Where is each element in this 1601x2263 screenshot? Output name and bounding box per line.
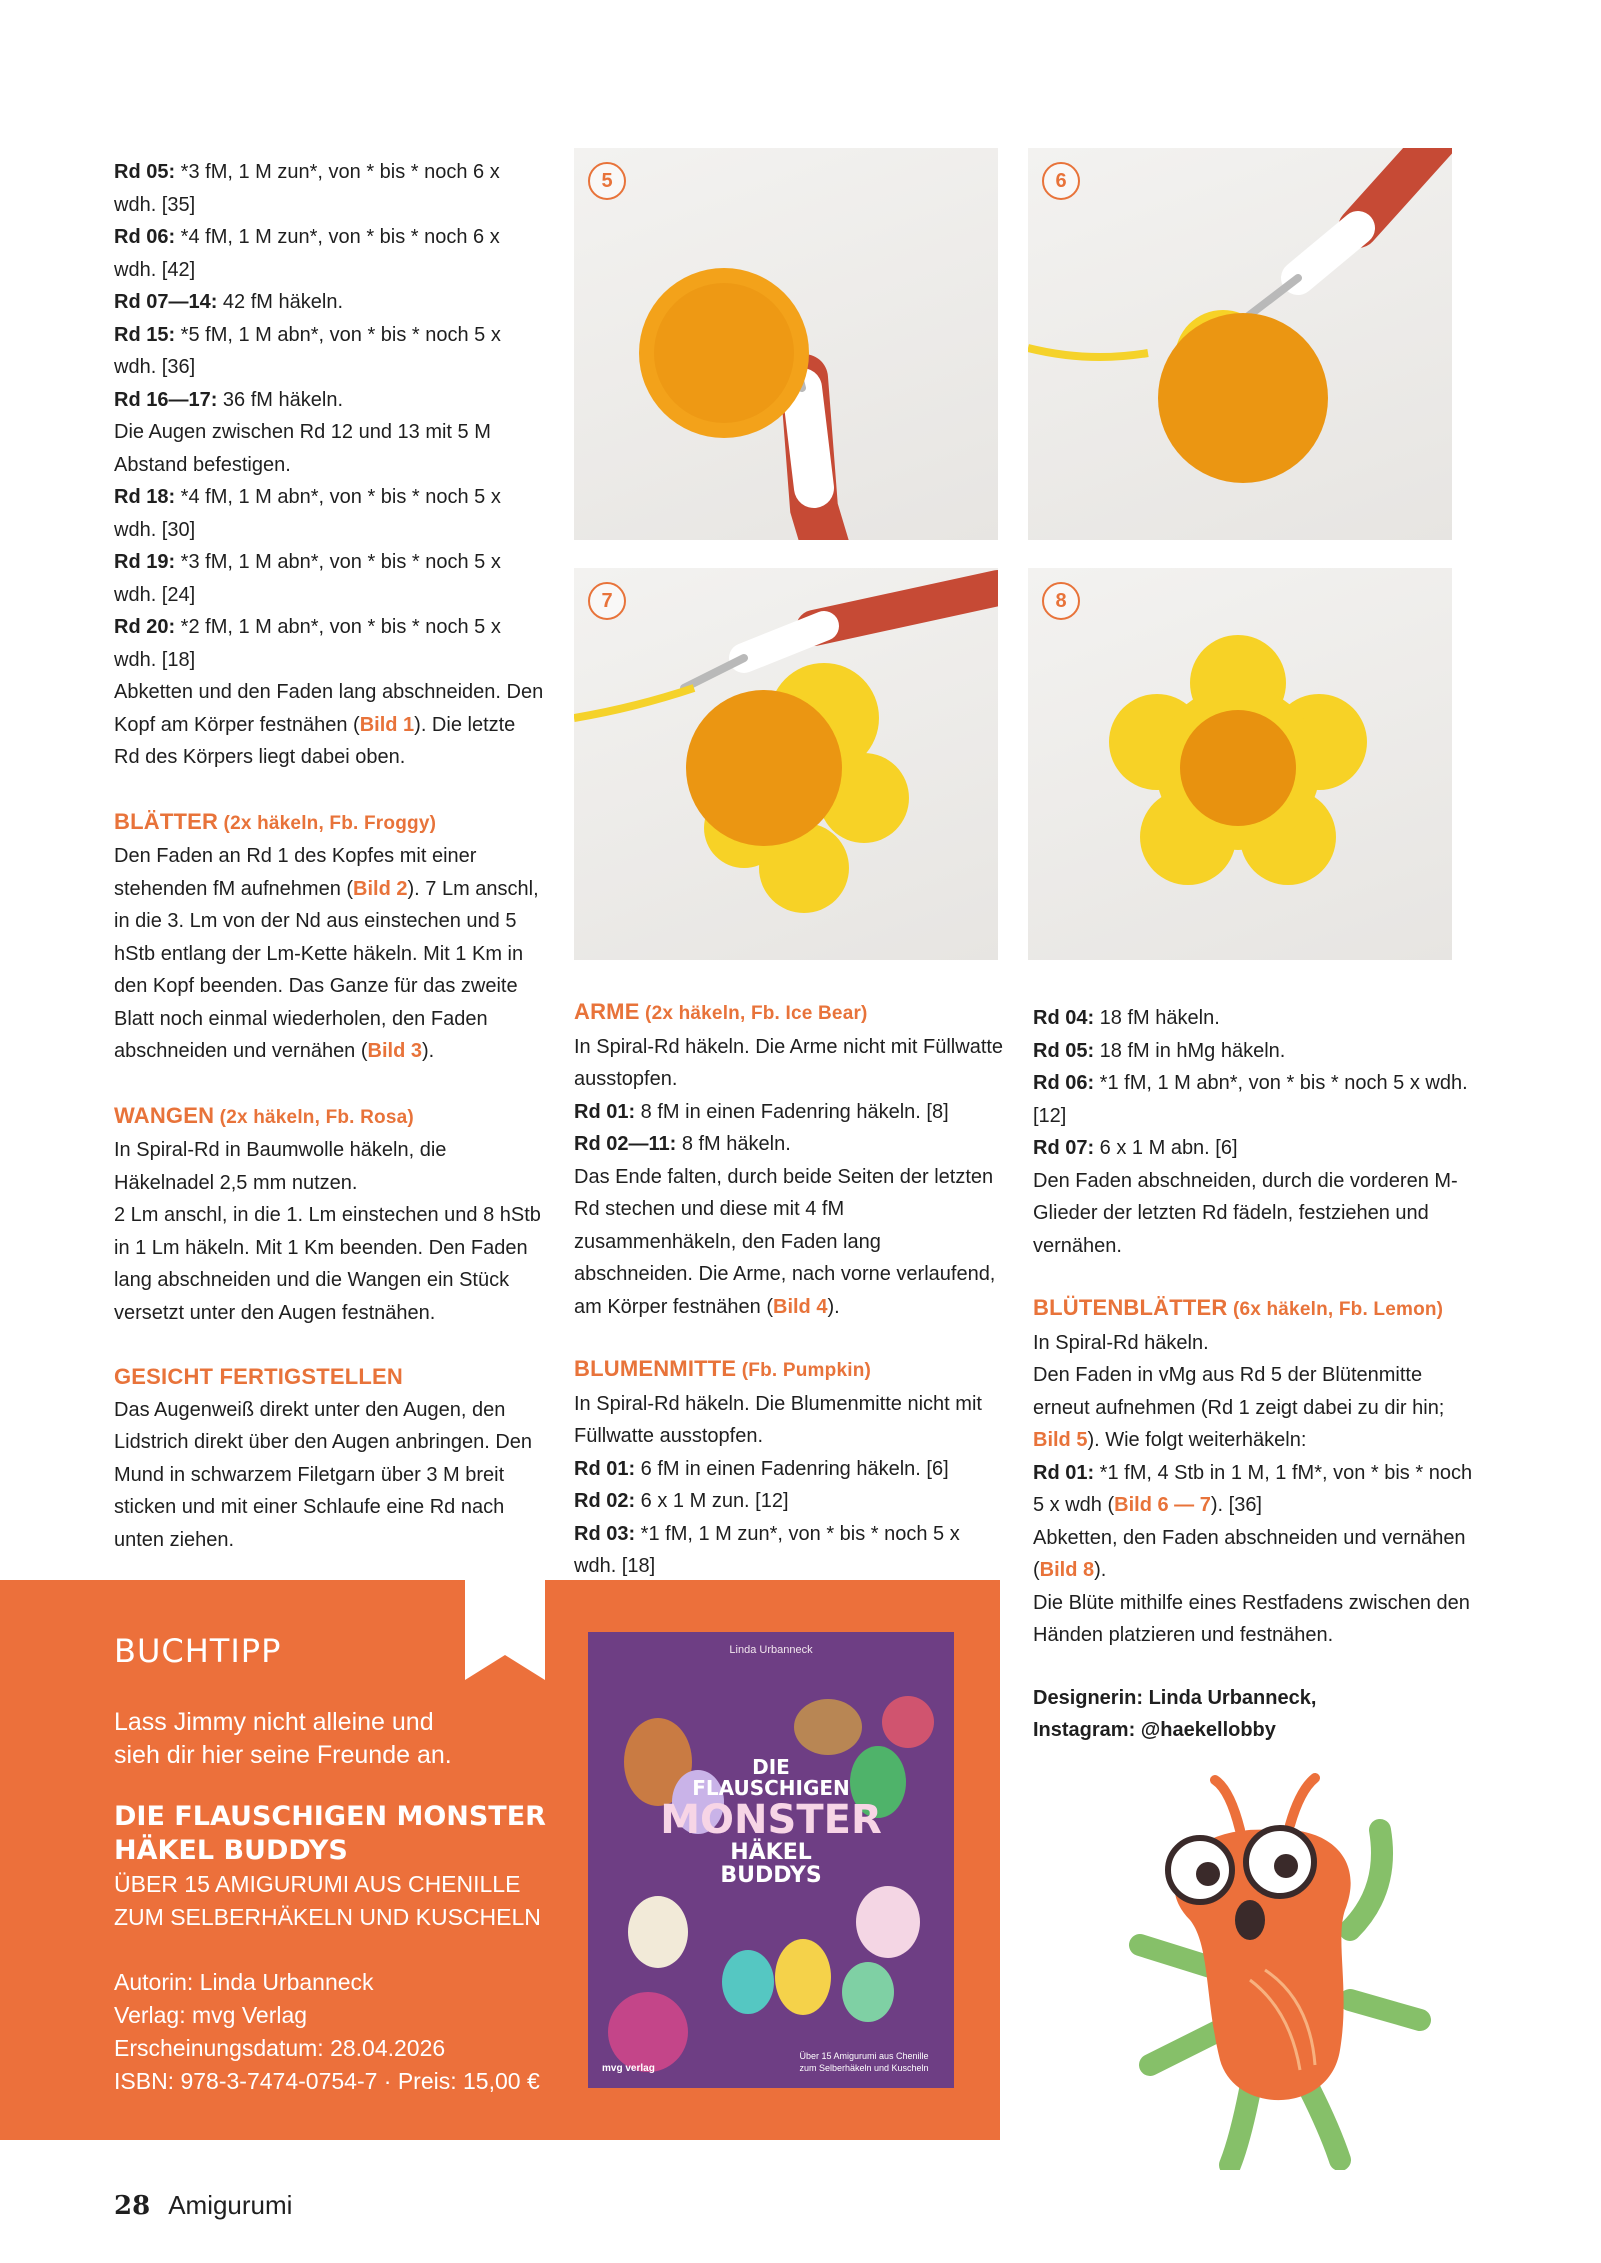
wangen-text: 2 Lm anschl, in die 1. Lm einstechen und 8 hStb in 1 Lm häkeln. Mit 1 Km beenden. Den Faden lang abschneiden und die Wangen ein Stück versetzt unter den Augen festnähen. [114, 1204, 541, 1324]
designer-credit: Designerin: Linda Urbanneck, [1033, 1686, 1317, 1709]
book-title-line: HÄKEL BUDDYS [114, 1835, 348, 1866]
cover-title-line: FLAUSCHIGEN [692, 1776, 850, 1800]
round-instruction: Rd 06: *1 fM, 1 M abn*, von * bis * noch 5 x wdh. [12] [1033, 1072, 1468, 1127]
round-instruction: Rd 01: *1 fM, 4 Stb in 1 M, 1 fM*, von * bis * noch 5 x wdh (Bild 6 — 7). [36] [1033, 1461, 1473, 1516]
round-instruction: Rd 16—17: 36 fM häkeln. [114, 388, 343, 411]
crochet-flower-petal-start-image [1028, 148, 1452, 540]
round-instruction: Rd 15: *5 fM, 1 M abn*, von * bis * noch 5 x wdh. [36] [114, 323, 501, 378]
round-instruction: Rd 01: 8 fM in einen Fadenring häkeln. [8] [574, 1100, 949, 1123]
monster-illustration [1100, 1770, 1460, 2170]
wangen-text: In Spiral-Rd in Baumwolle häkeln, die Häkelnadel 2,5 mm nutzen. [114, 1139, 447, 1194]
teaser-line: sieh dir hier seine Freunde an. [114, 1741, 452, 1769]
book-publisher: Verlag: mvg Verlag [114, 2002, 308, 2028]
finish-note: Den Faden abschneiden, durch die vorderen M-Glieder der letzten Rd fädeln, festziehen und vernähen. [1033, 1169, 1458, 1257]
section-heading-wangen: WANGEN (2x häkeln, Fb. Rosa) [114, 1102, 414, 1128]
round-instruction: Rd 05: *3 fM, 1 M zun*, von * bis * noch 6 x wdh. [35] [114, 161, 500, 216]
round-instruction: Rd 03: *1 fM, 1 M zun*, von * bis * noch 5 x wdh. [18] [574, 1522, 960, 1577]
cover-blurb [784, 2050, 944, 2074]
book-isbn-price: ISBN: 978-3-7474-0754-7 · Preis: 15,00 € [114, 2068, 540, 2094]
cover-blurb-line: Über 15 Amigurumi aus Chenille [799, 2051, 929, 2061]
book-subtitle-line: ZUM SELBERHÄKELN UND KUSCHELN [114, 1904, 541, 1930]
photo-step-8 [1028, 568, 1452, 960]
section-heading-blaetter: BLÄTTER (2x häkeln, Fb. Froggy) [114, 808, 437, 834]
instagram-handle: Instagram: @haekellobby [1033, 1719, 1276, 1741]
book-title [114, 1800, 546, 1868]
cover-title-line: HÄKEL [730, 1840, 812, 1865]
section-heading-gesicht: GESICHT FERTIGSTELLEN [114, 1364, 403, 1389]
round-instruction: Rd 20: *2 fM, 1 M abn*, von * bis * noch 5 x wdh. [18] [114, 616, 501, 671]
bookmark-notch [465, 1580, 545, 1680]
bluetenblaetter-intro: In Spiral-Rd häkeln. [1033, 1331, 1209, 1354]
finish-note: Abketten und den Faden lang abschneiden. Den Kopf am Körper festnähen (Bild 1). Die letzte Rd des Körpers liegt dabei oben. [114, 681, 544, 768]
book-tip-teaser [114, 1706, 452, 1772]
round-instruction: Rd 02: 6 x 1 M zun. [12] [574, 1490, 789, 1512]
blaetter-text: Den Faden an Rd 1 des Kopfes mit einer stehenden fM aufnehmen (Bild 2). 7 Lm anschl, in die 3. Lm von der Nd aus einstechen und 5 hStb entlang der Lm-Kette häkeln. Mit 1 Km in den Kopf beenden. Das Ganze für das zweite Blatt noch einmal wiederholen, den Faden abschneiden und vernähen (Bild 3). [114, 845, 539, 1062]
step-number: 6 [1042, 162, 1080, 200]
cover-author: Linda Urbanneck [729, 1644, 813, 1656]
cover-title [588, 1757, 954, 1887]
right-column [1033, 1002, 1473, 1747]
cover-title-line: MONSTER [660, 1797, 882, 1843]
bluetenblaetter-text: Den Faden in vMg aus Rd 5 der Blütenmitte erneut aufnehmen (Rd 1 zeigt dabei zu dir hin; Bild 5). Wie folgt weiterhäkeln: [1033, 1364, 1445, 1451]
book-title-line: DIE FLAUSCHIGEN MONSTER [114, 1801, 546, 1832]
book-subtitle [114, 1868, 541, 1934]
round-instruction: Rd 01: 6 fM in einen Fadenring häkeln. [6] [574, 1457, 949, 1480]
step-number: 8 [1042, 582, 1080, 620]
photo-step-6 [1028, 148, 1452, 540]
section-name: Amigurumi [168, 2190, 293, 2220]
cover-blurb-line: zum Selberhäkeln und Kuscheln [799, 2063, 929, 2073]
book-tip-label: BUCHTIPP [114, 1632, 282, 1670]
crochet-hook-flower-center-image [574, 148, 998, 540]
teaser-line: Lass Jimmy nicht alleine und [114, 1708, 434, 1736]
page-number: 28 [114, 2191, 151, 2221]
photo-step-5 [574, 148, 998, 540]
blumenmitte-intro: In Spiral-Rd häkeln. Die Blumenmitte nicht mit Füllwatte ausstopfen. [574, 1392, 982, 1447]
round-instruction: Rd 04: 18 fM häkeln. [1033, 1007, 1220, 1029]
step-number: 5 [588, 162, 626, 200]
crochet-finished-flower-image [1028, 568, 1452, 960]
page-footer [114, 2190, 292, 2221]
round-instruction: Rd 07—14: 42 fM häkeln. [114, 291, 343, 313]
arme-finish: Das Ende falten, durch beide Seiten der letzten Rd stechen und diese mit 4 fM zusammenhäkeln, den Faden lang abschneiden. Die Arme, nach vorne verlaufend, am Körper festnähen (Bild 4). [574, 1165, 996, 1318]
book-date: Erscheinungsdatum: 28.04.2026 [114, 2035, 446, 2061]
round-instruction: Rd 06: *4 fM, 1 M zun*, von * bis * noch 6 x wdh. [42] [114, 226, 500, 281]
round-instruction: Rd 07: 6 x 1 M abn. [6] [1033, 1137, 1238, 1159]
step-number: 7 [588, 582, 626, 620]
photo-step-7 [574, 568, 998, 960]
book-author: Autorin: Linda Urbanneck [114, 1969, 374, 1995]
cover-title-line: BUDDYS [720, 1863, 822, 1889]
gesicht-text: Das Augenweiß direkt unter den Augen, den Lidstrich direkt über den Augen anbringen. Den Mund in schwarzem Filetgarn über 3 M breit sticken und mit einer Schlaufe eine Rd nach unten ziehen. [114, 1398, 533, 1551]
eyes-note: Die Augen zwischen Rd 12 und 13 mit 5 M Abstand befestigen. [114, 421, 491, 476]
book-details [114, 1966, 540, 2098]
section-heading-arme: ARME (2x häkeln, Fb. Ice Bear) [574, 999, 868, 1024]
round-instruction: Rd 18: *4 fM, 1 M abn*, von * bis * noch 5 x wdh. [30] [114, 486, 501, 541]
round-instruction: Rd 02—11: 8 fM häkeln. [574, 1133, 791, 1155]
section-heading-blumenmitte: BLUMENMITTE (Fb. Pumpkin) [574, 1356, 872, 1381]
round-instruction: Rd 19: *3 fM, 1 M abn*, von * bis * noch 5 x wdh. [24] [114, 551, 501, 606]
bluetenblaetter-finish: Abketten, den Faden abschneiden und vernähen (Bild 8). [1033, 1526, 1466, 1581]
book-subtitle-line: ÜBER 15 AMIGURUMI AUS CHENILLE [114, 1871, 521, 1897]
arme-intro: In Spiral-Rd häkeln. Die Arme nicht mit Füllwatte ausstopfen. [574, 1035, 1004, 1090]
publisher-logo: mvg verlag [602, 2063, 655, 2074]
left-column [114, 156, 544, 1556]
book-cover-image [588, 1632, 954, 2088]
cover-title-line: DIE [752, 1755, 790, 1779]
crochet-flower-half-petals-image [574, 568, 998, 960]
section-heading-bluetenblaetter: BLÜTENBLÄTTER (6x häkeln, Fb. Lemon) [1033, 1295, 1444, 1320]
round-instruction: Rd 05: 18 fM in hMg häkeln. [1033, 1039, 1286, 1062]
middle-column [574, 996, 1004, 1583]
bluetenblaetter-final: Die Blüte mithilfe eines Restfadens zwischen den Händen platzieren und festnähen. [1033, 1591, 1470, 1646]
